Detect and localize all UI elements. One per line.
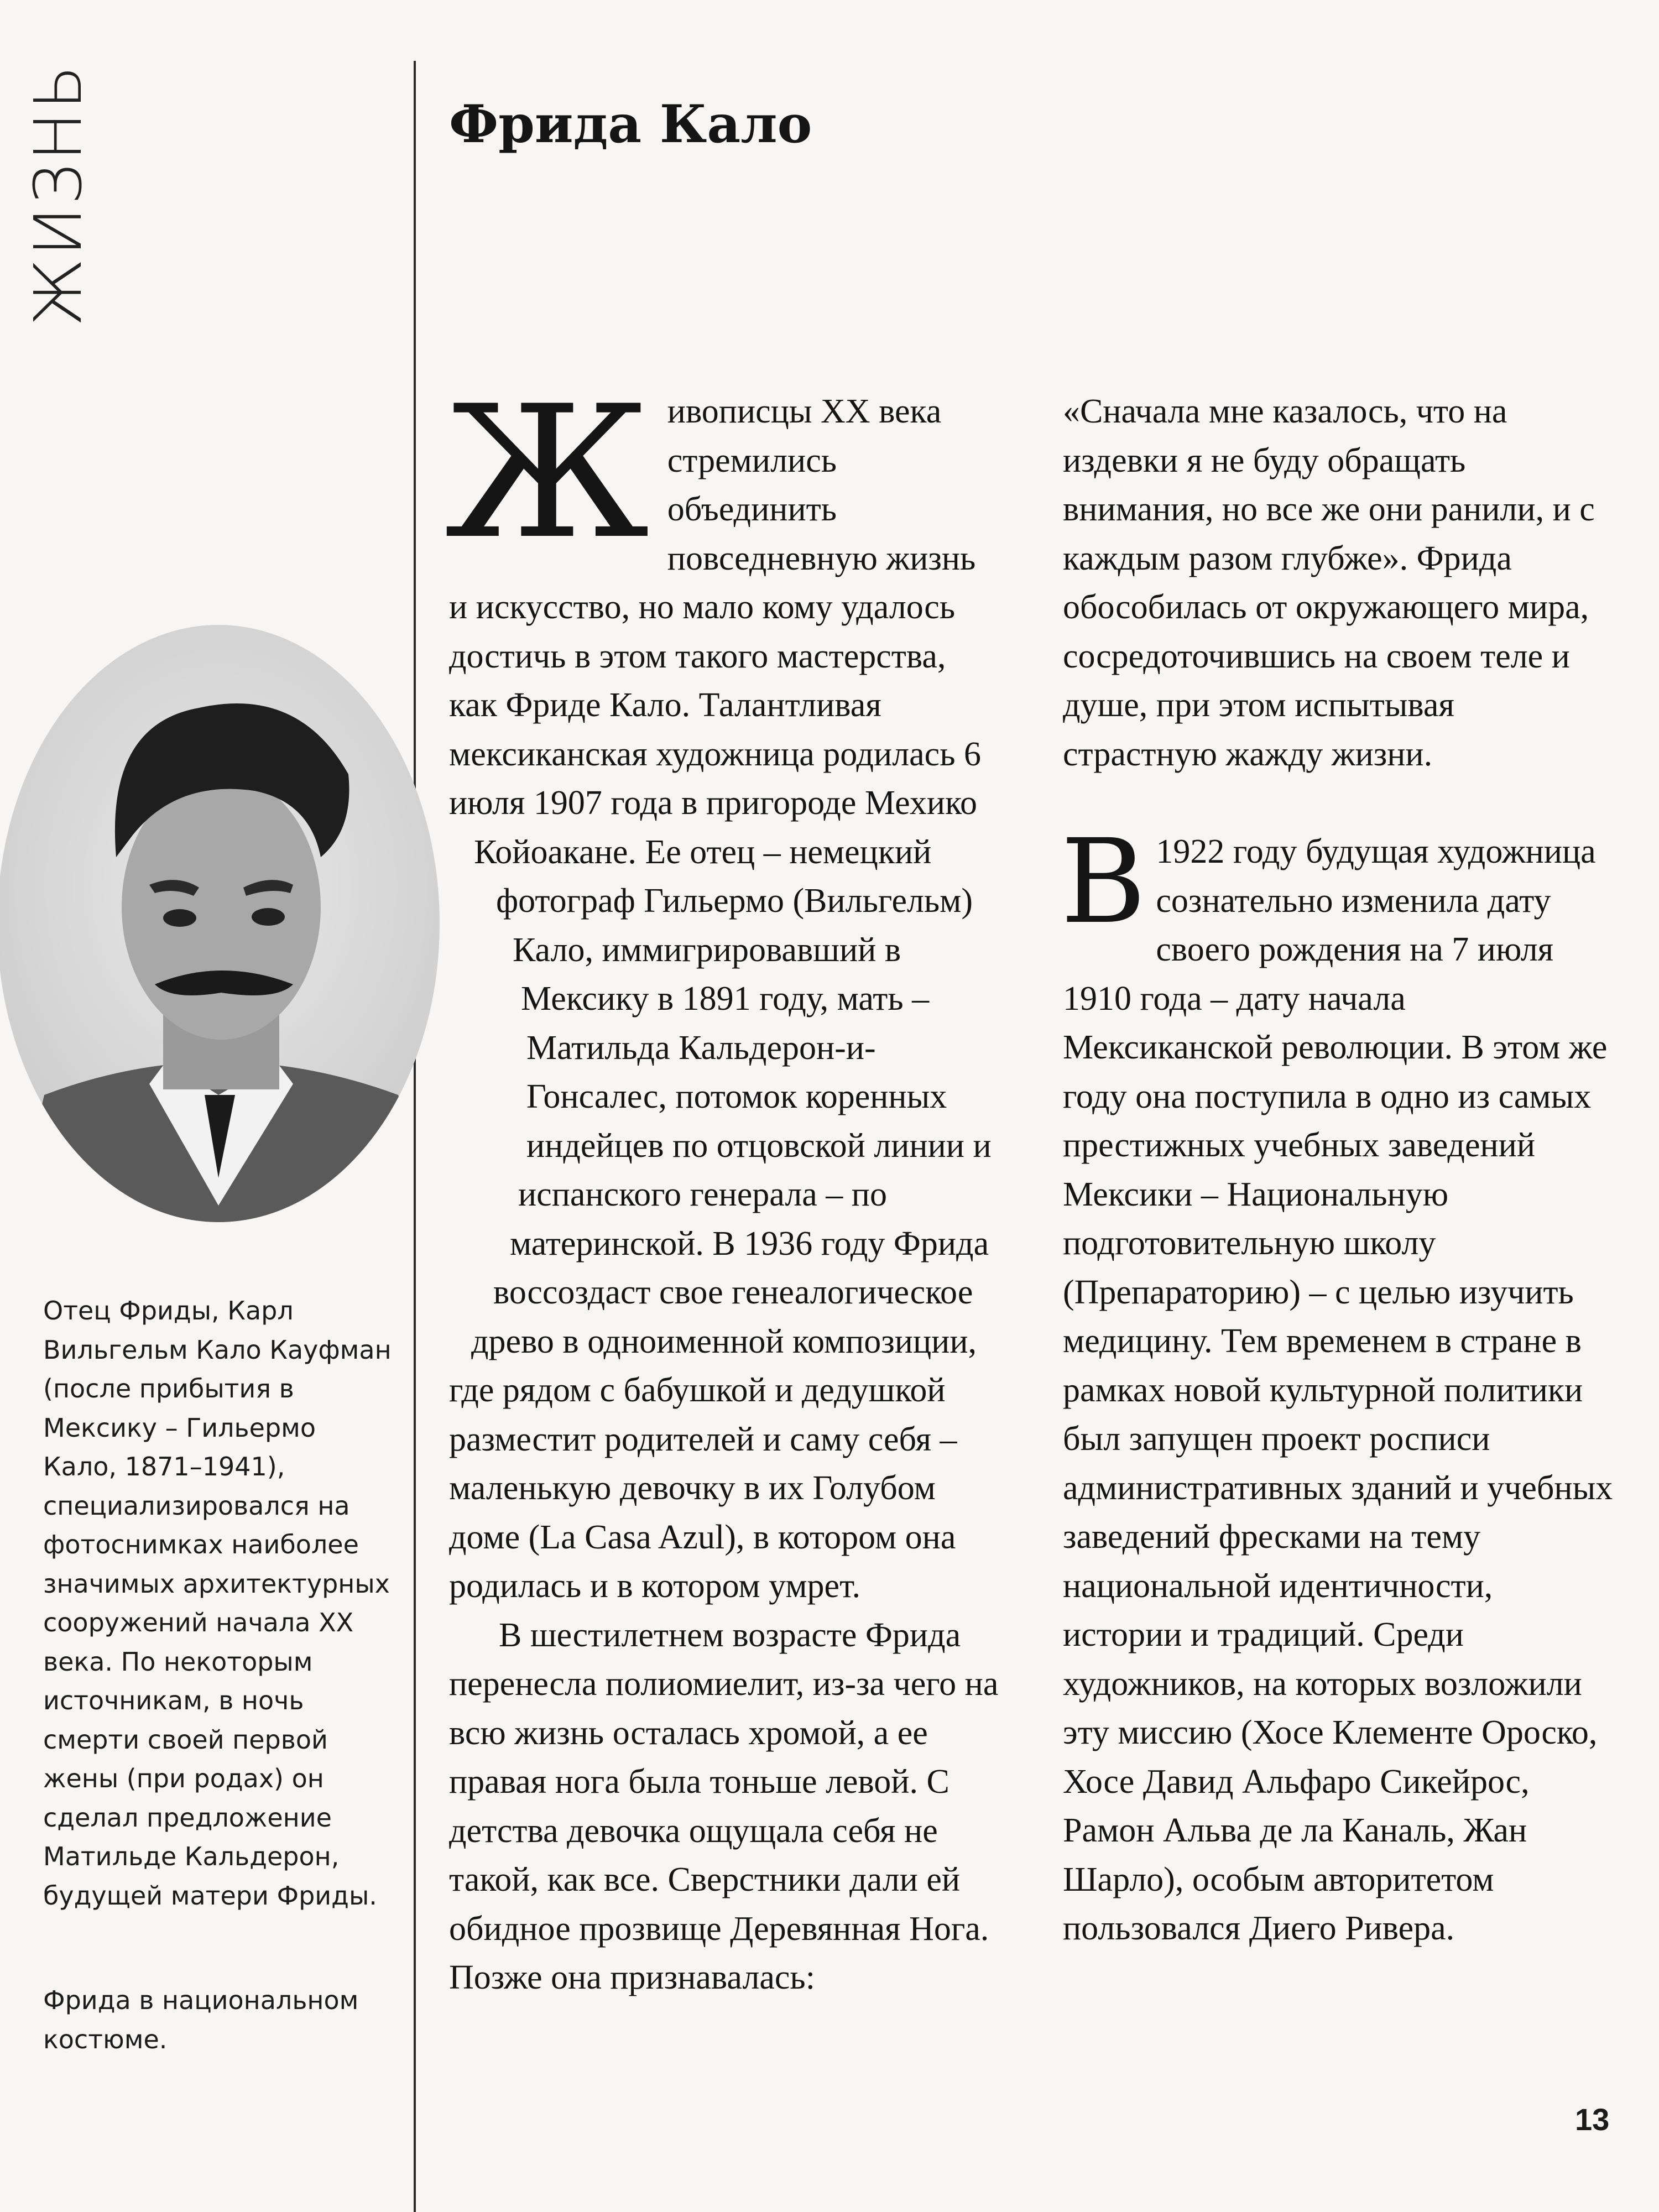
drop-cap: Ж	[445, 367, 650, 579]
column1-paragraph1: ивописцы XX века стремились объединить повседневную жизнь и искусство, но мало кому удалось достичь в этом такого мастерства, как Фриде Кало. Талантливая мексиканская художница родилась 6 июля 1907 года в пригороде Мехико Койоакане. Ее отец – немецкий фотограф Гильермо (Вильгельм) Кало, иммигрировавший в Мексику в 1891 году, мать – Матильда Кальдерон-и-Гонсалес, потомок коренных индейцев по отцовской линии и испанского генерала – по материнской. В 1936 году Фрида воссоздаст свое генеалогическое древо в одноименной композиции, где рядом с бабушкой и дедушкой разместит родителей и саму себя – маленькую девочку в их Голубом доме (La Casa Azul), в котором она родилась и в котором умрет.	[449, 393, 992, 1605]
article-title: Фрида Кало	[449, 94, 812, 155]
frida-caption: Фрида в национальном костюме.	[43, 1985, 359, 2054]
father-portrait	[0, 597, 476, 1239]
article-column-1	[445, 367, 1002, 2002]
father-caption: Отец Фриды, Карл Вильгельм Кало Кауфман (после прибытия в Мексику – Гильермо Кало, 1871–1941), специализировался на фотоснимках наиболее значимых архитектурных сооружений начала XX века. По некоторым источникам, в ночь смерти своей первой жены (при родах) он сделал предложение Матильде Кальдерон, будущей матери Фриды.	[43, 1296, 392, 1911]
section-title: ЖИЗНЬ	[20, 62, 96, 326]
page-number: 13	[1575, 2102, 1610, 2137]
column1-paragraph2: В шестилетнем возрасте Фрида перенесла полиомиелит, из-за чего на всю жизнь осталась хромой, а ее правая нога была тоньше левой. С детства девочка ощущала себя не такой, как все. Сверстники дали ей обидное прозвище Деревянная Нога. Позже она признавалась:	[449, 1616, 999, 1996]
column2-paragraph2: 1922 году будущая художница сознательно изменила дату своего рождения на 7 июля 1910 года – дату начала Мексиканской революции. В этом же году она поступила в одно из самых престижных учебных заведений Мексики – Национальную подготовительную школу (Препараторию) – с целью изучить медицину. Тем временем в стране в рамках новой культурной политики был запущен проект росписи административных зданий и учебных заведений фресками на тему национальной идентичности, истории и традиций. Среди художников, на которых возложили эту миссию (Хосе Клементе Ороско, Хосе Давид Альфаро Сикейрос, Рамон Альва де ла Каналь, Жан Шарло), особым авторитетом пользовался Диего Ривера.	[1063, 833, 1613, 1947]
drop-cap-2: В	[1061, 814, 1146, 950]
article-column-2	[1063, 387, 1616, 1953]
column2-paragraph1: «Сначала мне казалось, что на издевки я не буду обращать внимания, но все же они ранили, и с каждым разом глубже». Фрида обособилась от окружающего мира, сосредоточившись на своем теле и душе, при этом испытывая страстную жажду жизни.	[1063, 393, 1595, 773]
